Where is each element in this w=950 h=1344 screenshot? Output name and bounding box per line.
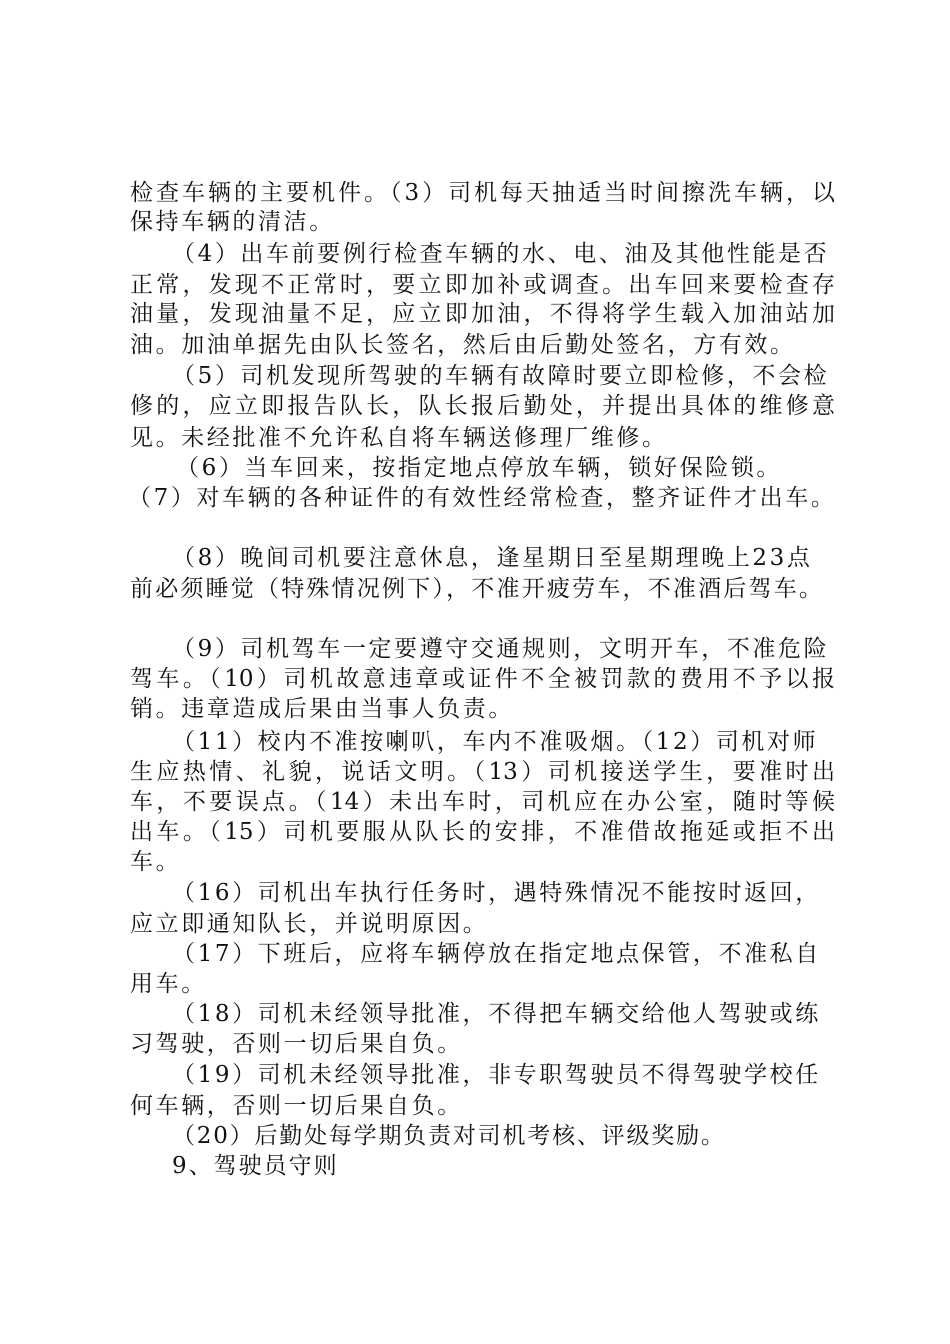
text-line: 销。违章造成后果由当事人负责。 — [130, 696, 514, 722]
text-line: （4）出车前要例行检查车辆的水、电、油及其他性能是否 — [172, 241, 830, 267]
text-line: 见。未经批准不允许私自将车辆送修理厂维修。 — [130, 425, 668, 451]
text-line: （9）司机驾车一定要遵守交通规则，文明开车，不准危险 — [172, 636, 830, 662]
text-line: （6）当车回来，按指定地点停放车辆，锁好保险锁。 — [176, 455, 783, 481]
text-line: 保持车辆的清洁。 — [130, 209, 335, 235]
text-line: 修的，应立即报告队长，队长报后勤处，并提出具体的维修意 — [130, 393, 835, 419]
text-line: 油。加油单据先由队长签名，然后由后勤处签名，方有效。 — [130, 332, 796, 358]
text-line: 生应热情、礼貌，说话文明。（13）司机接送学生，要准时出 — [130, 759, 835, 785]
text-line: 前必须睡觉（特殊情况例下），不准开疲劳车，不准酒后驾车。 — [130, 576, 825, 602]
text-line: （7）对车辆的各种证件的有效性经常检查，整齐证件才出车。 — [128, 485, 837, 511]
text-line: （19）司机未经领导批准，非专职驾驶员不得驾驶学校任 — [172, 1062, 821, 1088]
text-line: 何车辆，否则一切后果自负。 — [130, 1093, 463, 1119]
text-line: （5）司机发现所驾驶的车辆有故障时要立即检修，不会检 — [172, 363, 830, 389]
text-line: 出车。（15）司机要服从队长的安排，不准借故拖延或拒不出 — [130, 819, 835, 845]
text-line: （18）司机未经领导批准，不得把车辆交给他人驾驶或练 — [172, 1001, 821, 1027]
text-line: 驾车。（10）司机故意违章或证件不全被罚款的费用不予以报 — [130, 666, 835, 692]
text-line: 正常，发现不正常时，要立即加补或调查。出车回来要检查存 — [130, 272, 835, 298]
text-line: 习驾驶，否则一切后果自负。 — [130, 1031, 463, 1057]
text-line: （20）后勤处每学期负责对司机考核、评级奖励。 — [172, 1123, 726, 1149]
text-line: 检查车辆的主要机件。（3）司机每天抽适当时间擦洗车辆，以 — [130, 180, 835, 206]
section-heading: 9、驾驶员守则 — [172, 1153, 339, 1179]
text-line: 车。 — [130, 849, 182, 875]
text-line: 车，不要误点。（14）未出车时，司机应在办公室，随时等候 — [130, 789, 835, 815]
text-line: 应立即通知队长，并说明原因。 — [130, 911, 489, 937]
text-line: 油量，发现油量不足，应立即加油，不得将学生载入加油站加 — [130, 301, 835, 327]
text-line: （16）司机出车执行任务时，遇特殊情况不能按时返回， — [172, 880, 821, 906]
text-line: （11）校内不准按喇叭，车内不准吸烟。（12）司机对师 — [172, 729, 819, 755]
text-line: （17）下班后，应将车辆停放在指定地点保管，不准私自 — [172, 941, 821, 967]
text-line: （8）晚间司机要注意休息，逢星期日至星期理晚上23点 — [172, 545, 813, 571]
text-line: 用车。 — [130, 971, 207, 997]
